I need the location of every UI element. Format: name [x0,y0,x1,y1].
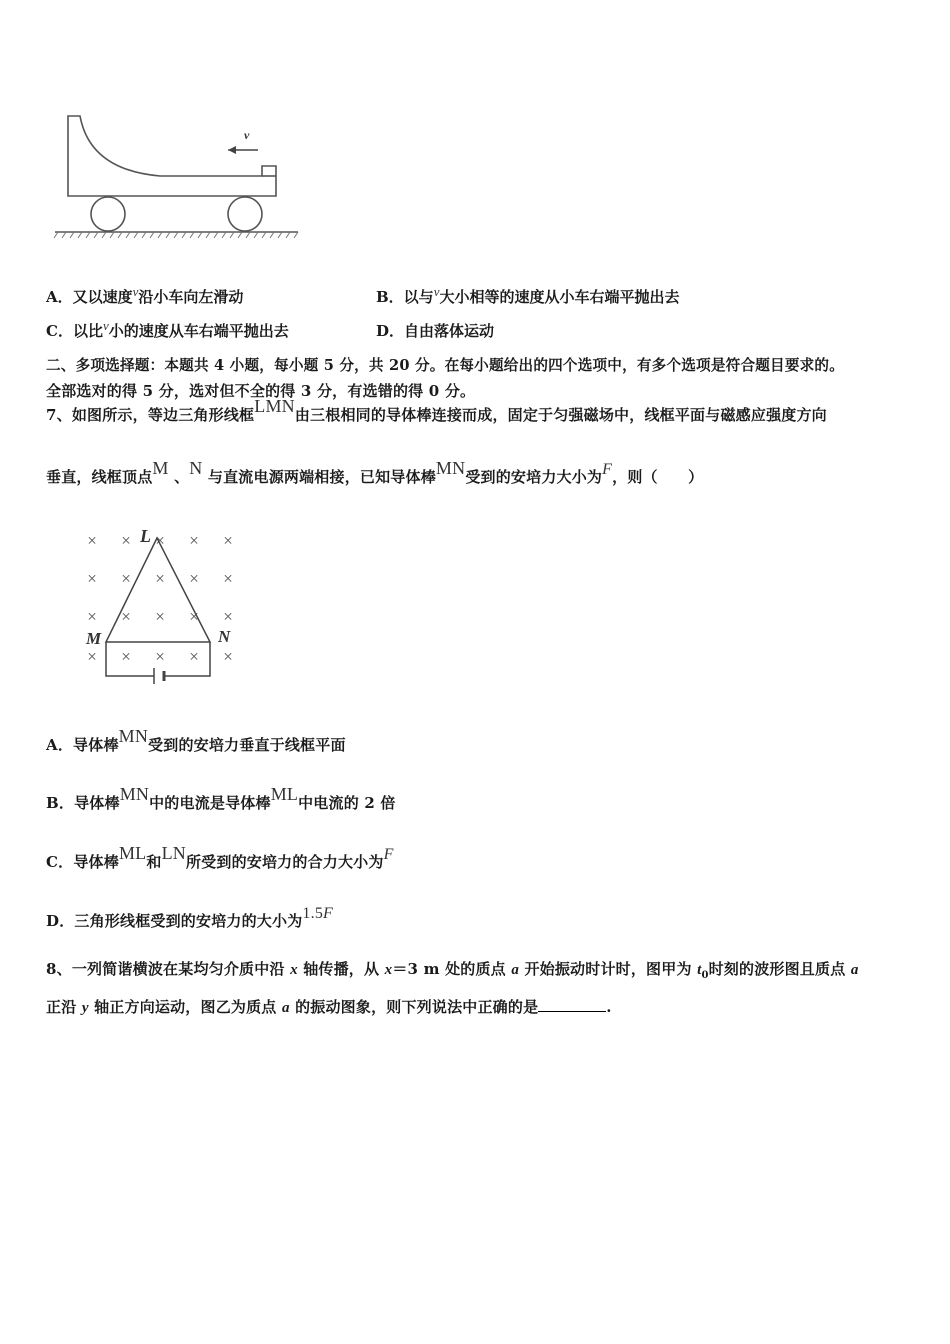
q6-option-a: A．又以速度v沿小车向左滑动 [46,284,244,306]
svg-text:×: × [189,569,199,588]
q7-line1: 7、如图所示，等边三角形线框LMN由三根相同的导体棒连接而成，固定于匀强磁场中，线框平面与磁感应强度方向 [46,396,827,424]
svg-text:×: × [155,569,165,588]
section2-line2: 全部选对的得 5 分，选对但不全的得 3 分，有选错的得 0 分。 [46,382,476,400]
battery-icon [154,668,164,684]
svg-text:×: × [155,531,165,550]
svg-text:×: × [121,607,131,626]
svg-text:×: × [155,647,165,666]
q7-option-d: D．三角形线框受到的安培力的大小为1.5F [46,905,334,930]
svg-text:×: × [121,569,131,588]
section2-line1: 二、多项选择题：本题共 4 小题，每小题 5 分，共 20 分。在每小题给出的四个选项中，有多个选项是符合题目要求的。 [46,357,844,374]
right-wheel [228,197,262,231]
svg-text:×: × [223,569,233,588]
svg-text:×: × [223,647,233,666]
left-wheel [91,197,125,231]
q6-option-b: B．以与v大小相等的速度从小车右端平抛出去 [376,284,680,306]
cart-figure [50,108,300,243]
label-L: L [140,526,151,546]
svg-text:×: × [189,531,199,550]
q6-option-d: D．自由落体运动 [376,322,495,340]
answer-blank[interactable] [538,1010,606,1012]
triangle-frame-figure [78,524,248,694]
svg-text:×: × [189,607,199,626]
svg-text:×: × [155,607,165,626]
svg-text:×: × [87,607,97,626]
svg-text:×: × [121,647,131,666]
svg-text:×: × [87,569,97,588]
label-N: N [218,627,231,646]
svg-text:×: × [87,531,97,550]
q8-line2: 正沿 y 轴正方向运动，图乙为质点 a 的振动图象，则下列说法中正确的是 . [46,998,612,1016]
svg-text:×: × [223,607,233,626]
velocity-arrow [228,146,258,154]
q7-line2: 垂直，线框顶点M 、N 与直流电源两端相接，已知导体棒MN受到的安培力大小为F，则（ ） [46,458,704,486]
triangle-frame [106,538,210,642]
svg-text:×: × [189,647,199,666]
q7-option-a: A．导体棒MN受到的安培力垂直于线框平面 [46,726,346,754]
label-M: M [86,629,102,648]
svg-text:×: × [121,531,131,550]
svg-text:×: × [223,531,233,550]
svg-text:×: × [87,647,97,666]
q8-line1: 8、一列简谐横波在某均匀介质中沿 x 轴传播，从 x＝3 m 处的质点 a 开始振动时计时，图甲为 $t_0$时刻的波形图且质点 a [46,960,859,981]
q6-option-c: C．以比v小的速度从车右端平抛出去 [46,318,289,340]
q7-option-b: B．导体棒MN中的电流是导体棒ML中电流的 2 倍 [46,784,396,812]
magnetic-field-crosses [87,531,233,666]
velocity-label: v [244,128,250,142]
q7-option-c: C．导体棒ML和LN所受到的安培力的合力大小为F [46,843,394,871]
